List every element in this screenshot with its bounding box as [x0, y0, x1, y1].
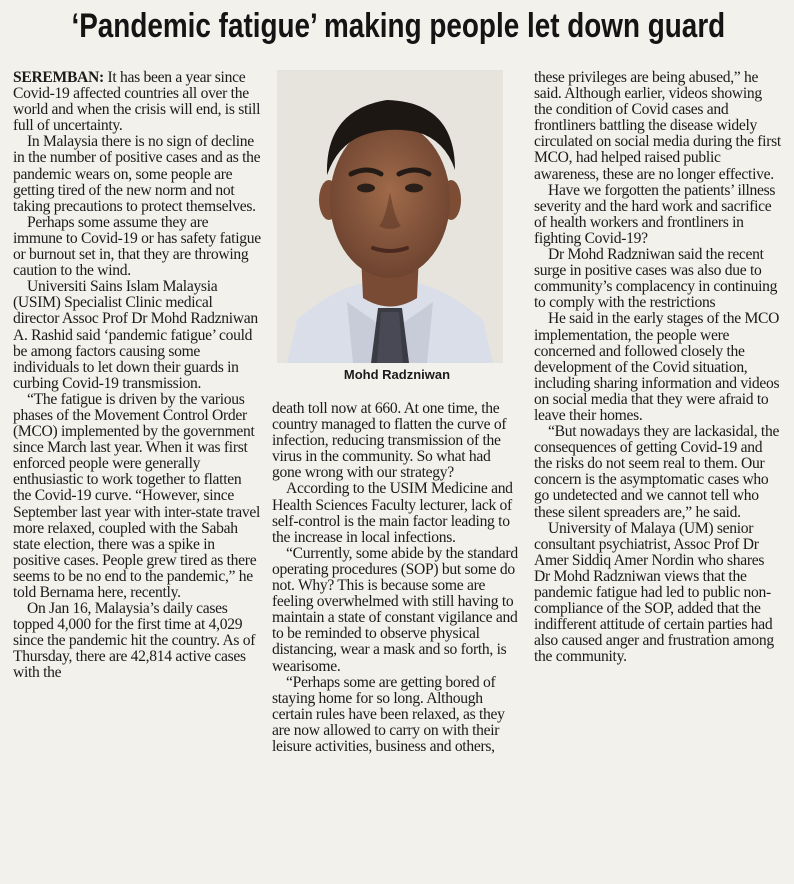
paragraph: these privileges are being abused,” he said. Although earlier, videos showing the condition of Covid cases and frontliners battling the disease widely circulated on social media during the first MCO, had helped raised public awareness, these are no longer effective. — [534, 69, 781, 183]
paragraph: Universiti Sains Islam Malaysia (USIM) Specialist Clinic medical director Assoc Prof Dr Mohd Radzniwan A. Rashid said ‘pandemic fatigue’ could be among factors causing some individuals to let down their guards in curbing Covid-19 transmission. — [13, 278, 258, 392]
paragraph — [13, 70, 261, 134]
paragraph: Perhaps some assume they are immune to Covid-19 or has safety fatigue or burnout set in, that they are throwing caution to the wind. — [13, 213, 261, 280]
paragraph: Have we forgotten the patients’ illness severity and the hard work and sacrifice of health workers and frontliners in fighting Covid-19? — [534, 181, 776, 247]
article-column-2 — [272, 401, 522, 755]
photo-caption: Mohd Radzniwan — [343, 367, 451, 382]
paragraph: death toll now at 660. At one time, the country managed to flatten the curve of infection, reducing transmission of the virus in the community. So what had gone wrong with our strategy? — [272, 400, 507, 482]
article-column-3 — [534, 70, 782, 665]
paragraph-text: It has been a year since Covid-19 affected countries all over the world and when the crisis will end, is still full of uncertainty. — [13, 69, 261, 135]
portrait-photo — [277, 70, 503, 363]
paragraph: Dr Mohd Radzniwan said the recent surge in positive cases was also due to community’s complacency in continuing to comply with the restrictions — [534, 246, 778, 312]
paragraph: “But nowadays they are lackasidal, the consequences of getting Covid-19 and the risks do not seem real to them. Our concern is the asymptomatic cases who go undetected and we cannot tell who these silent spreaders are,” he said. — [534, 423, 780, 521]
dateline: SEREMBAN: — [13, 69, 104, 86]
article-column-1 — [13, 70, 261, 682]
paragraph: On Jan 16, Malaysia’s daily cases topped 4,000 for the first time at 4,029 since the pandemic hit the country. As of Thursday, there are 42,814 active cases with the — [13, 600, 256, 682]
headline: ‘Pandemic fatigue’ making people let down guard — [71, 7, 726, 45]
paragraph: “Currently, some abide by the standard operating procedures (SOP) but some do not. Why? This is because some are feeling overwhelmed with still having to maintain a state of constant vigilance and to be reminded to observe physical distancing, wear a mask and so forth, is wearisome. — [272, 544, 518, 675]
paragraph: According to the USIM Medicine and Health Sciences Faculty lecturer, lack of self-control is the main factor leading to the increase in local infections. — [272, 480, 513, 546]
portrait-icon — [277, 70, 503, 363]
paragraph: University of Malaya (UM) senior consultant psychiatrist, Assoc Prof Dr Amer Siddiq Amer Nordin who shares Dr Mohd Radzniwan views that the pandemic fatigue had led to public non-compliance of the SOP, added that the indifferent attitude of certain parties had also caused anger and frustration among the community. — [534, 519, 774, 666]
paragraph: “The fatigue is driven by the various phases of the Movement Control Order (MCO) implemented by the government since March last year. When it was first enforced people were generally enthusiastic to work together to flatten the Covid-19 curve. “However, since September last year with inter-state travel more relaxed, coupled with the Sabah state election, there was a spike in positive cases. People grew tired as there seems to be no end to the pandemic,” he told Bernama here, recently. — [13, 390, 261, 601]
paragraph: He said in the early stages of the MCO implementation, the people were concerned and followed closely the development of the Covid situation, including sharing information and videos on social media that they were afraid to leave their homes. — [534, 310, 780, 424]
paragraph: “Perhaps some are getting bored of staying home for so long. Although certain rules have been relaxed, as they are now allowed to carry on with their leisure activities, business and others, — [272, 673, 505, 755]
paragraph: In Malaysia there is no sign of decline in the number of positive cases and as the pandemic wears on, some people are getting tired of the new norm and not taking precautions to protect themselves. — [13, 133, 261, 215]
